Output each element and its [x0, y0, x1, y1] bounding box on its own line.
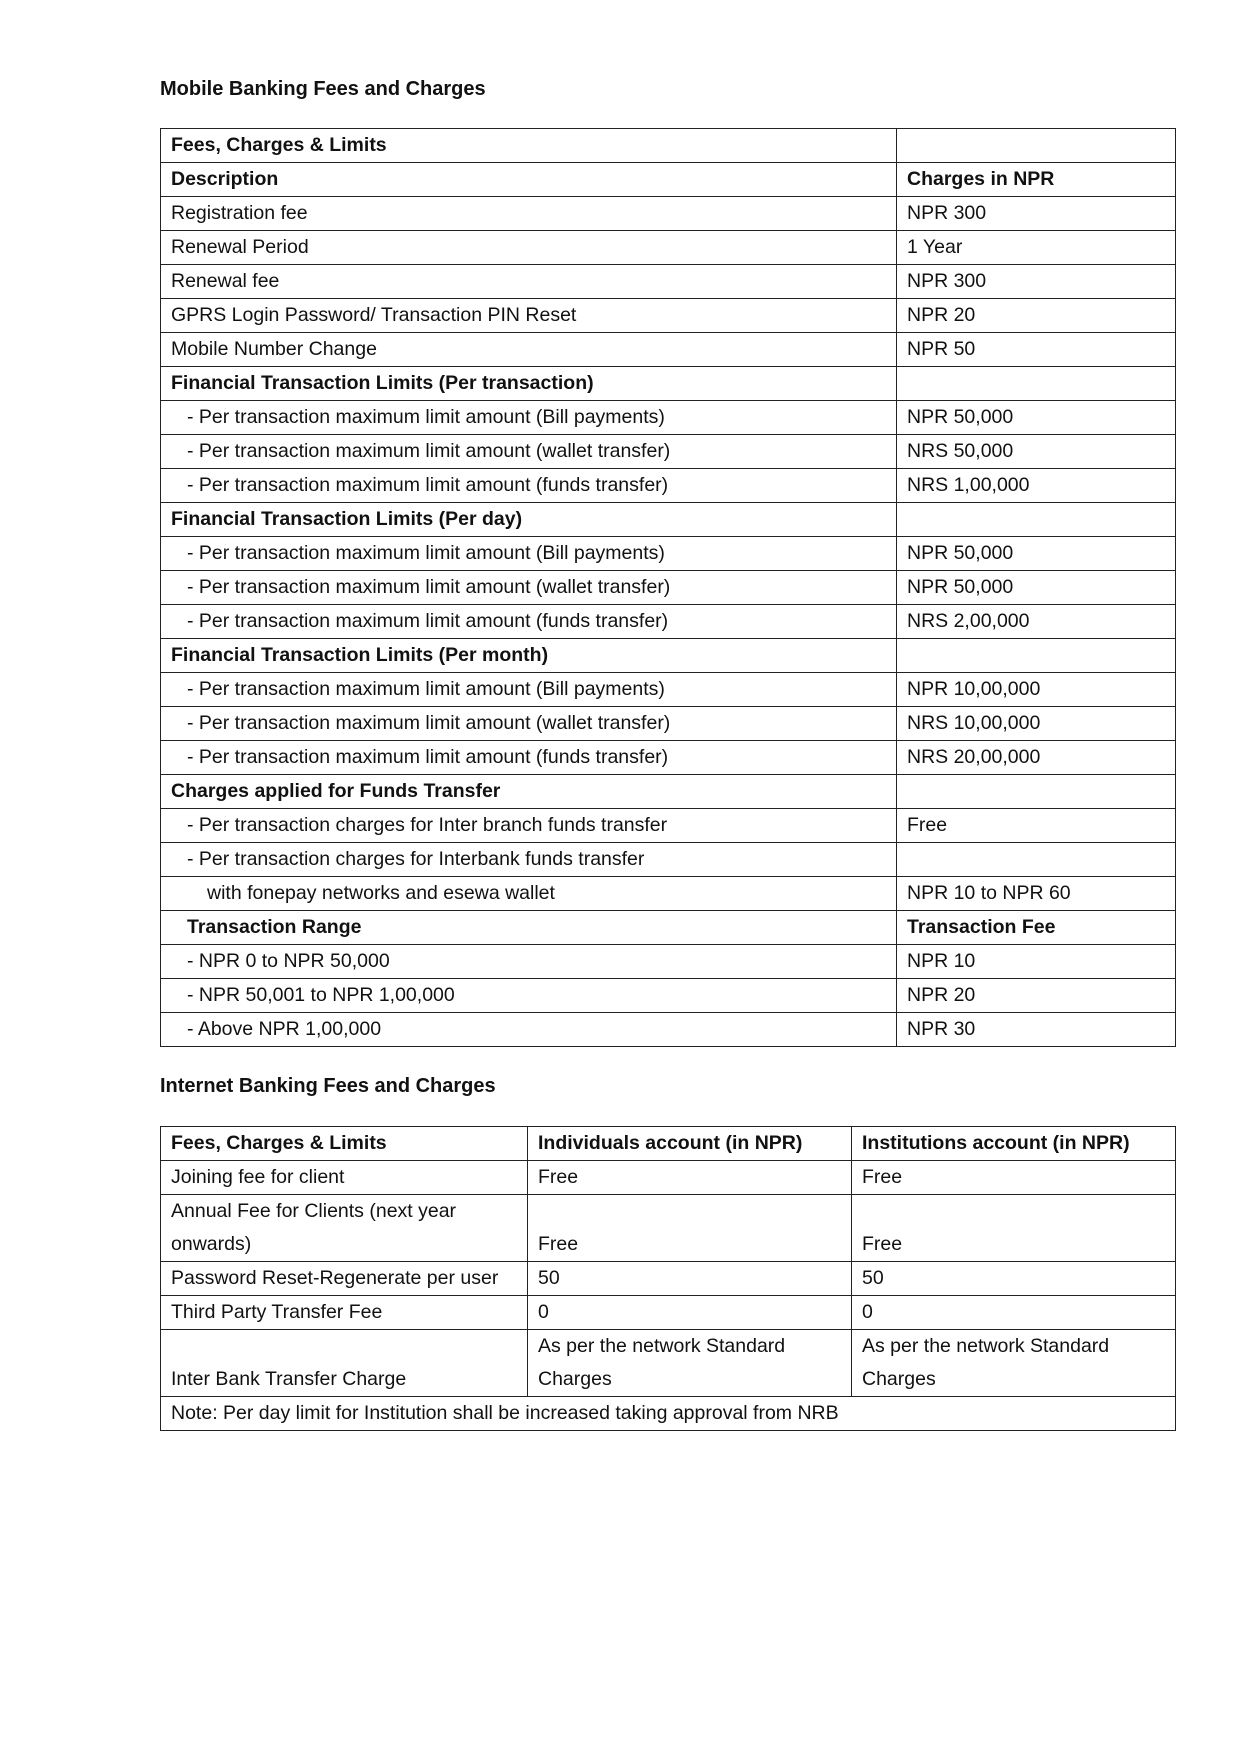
- row-charge: [897, 775, 1176, 809]
- inter-bank-label: Inter Bank Transfer Charge: [161, 1330, 528, 1397]
- table-row: [161, 707, 1176, 741]
- third-party-institution: 0: [852, 1296, 1176, 1330]
- table-row: [161, 129, 1176, 163]
- table-row: [161, 877, 1176, 911]
- row-description: - Per transaction charges for Interbank funds transfer: [161, 843, 897, 877]
- row-description: Registration fee: [161, 197, 897, 231]
- row-charge: NPR 30: [897, 1013, 1176, 1047]
- table-row: [161, 265, 1176, 299]
- table-row: [161, 741, 1176, 775]
- row-charge: 1 Year: [897, 231, 1176, 265]
- table-row: [161, 469, 1176, 503]
- inter-bank-institution-line2: Charges: [862, 1368, 936, 1390]
- row-charge: NPR 300: [897, 265, 1176, 299]
- row-charge: NPR 20: [897, 979, 1176, 1013]
- table-row: [161, 809, 1176, 843]
- row-charge: [897, 129, 1176, 163]
- header-fees: Fees, Charges & Limits: [161, 1127, 528, 1161]
- row-description: - Per transaction maximum limit amount (Bill payments): [161, 673, 897, 707]
- row-description: Description: [161, 163, 897, 197]
- row-charge: [897, 503, 1176, 537]
- table-row: [161, 1195, 1176, 1262]
- annual-label-line2: onwards): [171, 1233, 252, 1255]
- row-description: - Per transaction maximum limit amount (funds transfer): [161, 469, 897, 503]
- row-description: - Per transaction maximum limit amount (wallet transfer): [161, 707, 897, 741]
- row-description: Financial Transaction Limits (Per day): [161, 503, 897, 537]
- row-description: - NPR 0 to NPR 50,000: [161, 945, 897, 979]
- table-row: [161, 1262, 1176, 1296]
- row-charge: NRS 1,00,000: [897, 469, 1176, 503]
- annual-institution: Free: [852, 1195, 1176, 1262]
- row-description: - NPR 50,001 to NPR 1,00,000: [161, 979, 897, 1013]
- inter-bank-institution-line1: As per the network Standard: [862, 1335, 1110, 1357]
- row-description: - Per transaction maximum limit amount (wallet transfer): [161, 435, 897, 469]
- table-row: [161, 979, 1176, 1013]
- row-description: Renewal fee: [161, 265, 897, 299]
- row-charge: NRS 10,00,000: [897, 707, 1176, 741]
- table-row: [161, 401, 1176, 435]
- third-party-individual: 0: [528, 1296, 852, 1330]
- table-row: [161, 843, 1176, 877]
- row-charge: NPR 10 to NPR 60: [897, 877, 1176, 911]
- row-charge: NRS 2,00,000: [897, 605, 1176, 639]
- table-row: [161, 945, 1176, 979]
- note-text: Note: Per day limit for Institution shall be increased taking approval from NRB: [161, 1397, 1176, 1431]
- table-row: [161, 1161, 1176, 1195]
- table-row: [161, 435, 1176, 469]
- password-label: Password Reset-Regenerate per user: [161, 1262, 528, 1296]
- row-description: Renewal Period: [161, 231, 897, 265]
- table-row: [161, 537, 1176, 571]
- table-row: [161, 367, 1176, 401]
- table-row: [161, 503, 1176, 537]
- table-row: [161, 1296, 1176, 1330]
- password-individual: 50: [528, 1262, 852, 1296]
- note-row: [161, 1397, 1176, 1431]
- row-description: - Above NPR 1,00,000: [161, 1013, 897, 1047]
- inter-bank-individual-line1: As per the network Standard: [538, 1335, 786, 1357]
- row-charge: NPR 300: [897, 197, 1176, 231]
- row-description: Fees, Charges & Limits: [161, 129, 897, 163]
- row-description: GPRS Login Password/ Transaction PIN Reset: [161, 299, 897, 333]
- row-charge: NRS 20,00,000: [897, 741, 1176, 775]
- row-charge: NPR 50,000: [897, 401, 1176, 435]
- row-charge: [897, 639, 1176, 673]
- joining-label: Joining fee for client: [161, 1161, 528, 1195]
- inter-bank-individual-line2: Charges: [538, 1368, 612, 1390]
- row-charge: Transaction Fee: [897, 911, 1176, 945]
- inter-bank-institution: [852, 1330, 1176, 1397]
- row-description: - Per transaction maximum limit amount (Bill payments): [161, 401, 897, 435]
- row-charge: Charges in NPR: [897, 163, 1176, 197]
- row-description: - Per transaction maximum limit amount (funds transfer): [161, 605, 897, 639]
- table-row: [161, 197, 1176, 231]
- header-institution: Institutions account (in NPR): [852, 1127, 1176, 1161]
- table-row: [161, 1330, 1176, 1397]
- row-charge: NPR 50: [897, 333, 1176, 367]
- table-row: [161, 605, 1176, 639]
- row-description: Charges applied for Funds Transfer: [161, 775, 897, 809]
- internet-banking-title: Internet Banking Fees and Charges: [160, 1075, 496, 1097]
- row-charge: NPR 50,000: [897, 571, 1176, 605]
- row-description: Mobile Number Change: [161, 333, 897, 367]
- row-charge: [897, 367, 1176, 401]
- joining-individual: Free: [528, 1161, 852, 1195]
- row-description: - Per transaction maximum limit amount (wallet transfer): [161, 571, 897, 605]
- row-charge: [897, 843, 1176, 877]
- row-description: Transaction Range: [161, 911, 897, 945]
- row-charge: Free: [897, 809, 1176, 843]
- table-row: [161, 911, 1176, 945]
- inter-bank-individual: [528, 1330, 852, 1397]
- table-header-row: [161, 1127, 1176, 1161]
- joining-institution: Free: [852, 1161, 1176, 1195]
- row-description: Financial Transaction Limits (Per month): [161, 639, 897, 673]
- row-description: - Per transaction charges for Inter branch funds transfer: [161, 809, 897, 843]
- row-charge: NPR 50,000: [897, 537, 1176, 571]
- mobile-banking-title: Mobile Banking Fees and Charges: [160, 78, 486, 100]
- table-row: [161, 673, 1176, 707]
- password-institution: 50: [852, 1262, 1176, 1296]
- table-row: [161, 231, 1176, 265]
- header-individual: Individuals account (in NPR): [528, 1127, 852, 1161]
- annual-label: [161, 1195, 528, 1262]
- table-row: [161, 1013, 1176, 1047]
- row-charge: NPR 10: [897, 945, 1176, 979]
- table-row: [161, 333, 1176, 367]
- table-row: [161, 299, 1176, 333]
- row-charge: NPR 10,00,000: [897, 673, 1176, 707]
- internet-banking-table: [160, 1126, 1176, 1431]
- row-description: - Per transaction maximum limit amount (funds transfer): [161, 741, 897, 775]
- table-row: [161, 639, 1176, 673]
- row-description: Financial Transaction Limits (Per transaction): [161, 367, 897, 401]
- row-description: - Per transaction maximum limit amount (Bill payments): [161, 537, 897, 571]
- table-row: [161, 163, 1176, 197]
- row-description: with fonepay networks and esewa wallet: [161, 877, 897, 911]
- row-charge: NPR 20: [897, 299, 1176, 333]
- table-row: [161, 775, 1176, 809]
- annual-label-line1: Annual Fee for Clients (next year: [171, 1200, 457, 1222]
- table-row: [161, 571, 1176, 605]
- third-party-label: Third Party Transfer Fee: [161, 1296, 528, 1330]
- mobile-banking-table: [160, 128, 1176, 1047]
- annual-individual: Free: [528, 1195, 852, 1262]
- row-charge: NRS 50,000: [897, 435, 1176, 469]
